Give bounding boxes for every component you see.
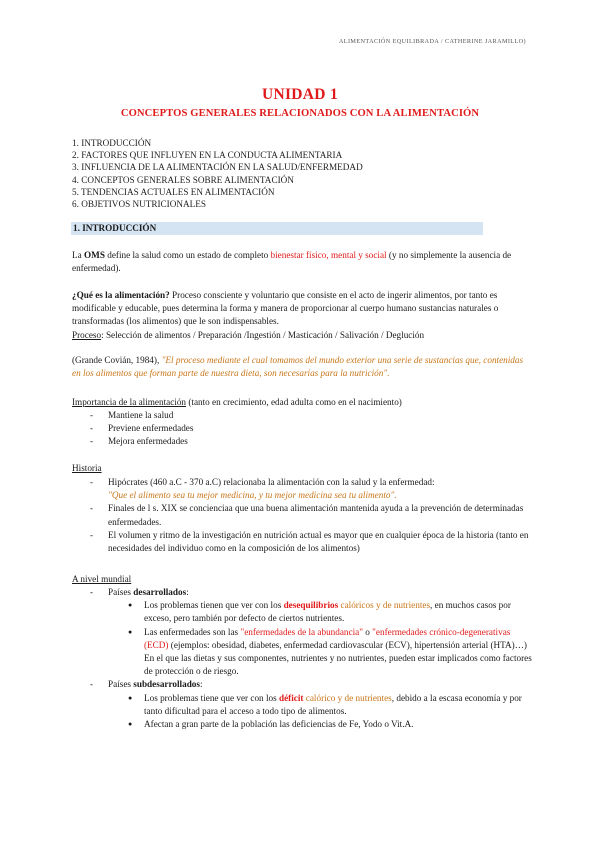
oms-pre: La bbox=[72, 250, 84, 260]
alimentacion-text: Proceso consciente y voluntario que consiste en el acto de ingerir alimentos, por tanto es modificable y educable, pues determina la forma y manera de proporcionar al cuerpo humano sustancias naturales o transformadas (los alimentos) que le son indispensables. bbox=[72, 290, 499, 327]
oms-paragraph bbox=[72, 249, 530, 275]
sub-list-item: ● Afectan a gran parte de la población las deficiencias de Fe, Yodo o Vit.A. bbox=[128, 719, 414, 730]
paises-subdesarrollados: subdesarrollados bbox=[133, 679, 200, 690]
sub-list-item: ● Los problemas tienen que ver con los desequilibrios calóricos y de nutrientes, en muchos casos por exceso, pero también por defecto de ciertos nutrientes. bbox=[128, 600, 511, 624]
proceso-label: Proceso bbox=[72, 330, 102, 340]
historia-label: Historia bbox=[72, 463, 102, 473]
mundial-heading bbox=[72, 573, 530, 586]
list-item: - Hipócrates (460 a.C - 370 a.C) relacionaba la alimentación con la salud y la enfermedad: "Que el alimento sea tu mejor medicina, y tu mejor medicina sea tu alimento". bbox=[90, 477, 435, 501]
mundial-label: A nivel mundial bbox=[72, 574, 132, 584]
list-item: - Mantiene la salud bbox=[90, 410, 174, 420]
historia-heading bbox=[72, 462, 530, 475]
importancia-heading bbox=[72, 396, 530, 409]
toc-item: 5. TENDENCIAS ACTUALES EN ALIMENTACIÓN bbox=[72, 186, 275, 197]
toc-item: 1. INTRODUCCIÓN bbox=[72, 138, 152, 148]
list-item: - Países subdesarrollados: bbox=[90, 679, 203, 690]
mundial-list bbox=[72, 586, 532, 731]
list-item-text: Mantiene la salud bbox=[108, 410, 174, 420]
list-item-text: El volumen y ritmo de la investigación en nutrición actual es mayor que en cualquier época de la historia (tanto en necesidades del individuo como en la composición de los alimentos) bbox=[108, 529, 529, 554]
paises-desarrollados: desarrollados bbox=[133, 587, 187, 597]
unit-subtitle: CONCEPTOS GENERALES RELACIONADOS CON LA ALIMENTACIÓN bbox=[120, 108, 480, 119]
s1-red: déficit bbox=[278, 692, 304, 703]
d1-red: desequilibrios bbox=[283, 600, 339, 611]
proceso-paragraph bbox=[72, 329, 530, 342]
d2-red: "enfermedades de la abundancia" bbox=[240, 626, 363, 637]
sub-list-item: ● Las enfermedades son las "enfermedades de la abundancia" o "enfermedades crónico-degenerativas (ECD) (ejemplos: obesidad, diabetes, enfermedad cardiovascular (ECV), hipertensión arterial (HTA)…) En el que las dietas y sus componentes, nutrientes y no nutrientes, pueden estar implicados como factores de protección o de riesgo. bbox=[128, 626, 532, 677]
oms-bold: OMS bbox=[84, 250, 105, 260]
toc-item: 4. CONCEPTOS GENERALES SOBRE ALIMENTACIÓN bbox=[72, 174, 294, 185]
list-item-text: Finales de l s. XIX se concienciaa que una buena alimentación mantenida ayuda a la prevención de determinadas enfermedades. bbox=[108, 503, 524, 527]
table-of-contents bbox=[72, 137, 363, 210]
d2-pre: Las enfermedades son las bbox=[144, 626, 241, 637]
d2-mid: o bbox=[362, 626, 373, 637]
paises-post: : bbox=[186, 587, 189, 597]
alimentacion-question: ¿Qué es la alimentación? bbox=[72, 290, 170, 300]
s2-text: Afectan a gran parte de la población las deficiencias de Fe, Yodo o Vit.A. bbox=[144, 719, 414, 730]
importancia-label: Importancia de la alimentación bbox=[72, 397, 187, 407]
section-heading: 1. INTRODUCCIÓN bbox=[73, 223, 157, 233]
importancia-list bbox=[72, 409, 532, 449]
paises-sub-pre: Países bbox=[108, 679, 134, 690]
list-item-text: Previene enfermedades bbox=[108, 423, 194, 434]
s1-orange: calórico y de nutrientes bbox=[303, 692, 392, 703]
toc-item: 2. FACTORES QUE INFLUYEN EN LA CONDUCTA ALIMENTARIA bbox=[72, 150, 343, 161]
list-item: - Países desarrollados: bbox=[90, 587, 189, 597]
unit-title: UNIDAD 1 bbox=[261, 86, 339, 103]
d2-post: (ejemplos: obesidad, diabetes, enfermedad cardiovascular (ECV), hipertensión arterial (HTA)…) En el que las dietas y sus componentes, nutrientes y no nutrientes, pueden estar implicados como factores de protección o de riesgo. bbox=[144, 639, 532, 677]
list-item: - El volumen y ritmo de la investigación en nutrición actual es mayor que en cualquier época de la historia (tanto en necesidades del individuo como en la composición de los alimentos) bbox=[90, 529, 529, 554]
section-heading-bar bbox=[71, 222, 483, 235]
historia-list bbox=[72, 476, 532, 555]
quote-author: (Grande Covián, 1984), bbox=[72, 355, 162, 365]
running-header: ALIMENTACIÓN EQUILIBRADA / CATHERINE JARAMILLO) bbox=[338, 38, 526, 45]
quote-text: "El proceso mediante el cual tomamos del mundo exterior una serie de sustancias que, contenidas en los alimentos que forman parte de nuestra dieta, son necesarias para la nutrición". bbox=[72, 355, 524, 379]
d1-pre: Los problemas tienen que ver con los bbox=[144, 600, 284, 611]
sub-list-item: ● Los problemas tiene que ver con los déficit calórico y de nutrientes, debido a la escasa economía y por tanto dificultad para el acceso a todo tipo de alimentos. bbox=[128, 692, 522, 716]
toc-item: 3. INFLUENCIA DE LA ALIMENTACIÓN EN LA SALUD/ENFERMEDAD bbox=[72, 162, 363, 173]
list-item-text: Mejora enfermedades bbox=[108, 436, 188, 447]
d1-post: , en muchos casos por exceso, pero también por defecto de ciertos nutrientes. bbox=[144, 600, 511, 624]
paises-sub-post: : bbox=[199, 679, 203, 690]
alimentacion-paragraph bbox=[72, 289, 530, 329]
importancia-text: (tanto en crecimiento, edad adulta como en el nacimiento) bbox=[186, 397, 402, 407]
list-item: - Previene enfermedades bbox=[90, 423, 194, 434]
d2-red2: "enfermedades crónico-degenerativas (ECD) bbox=[144, 626, 511, 650]
oms-mid: define la salud como un estado de completo bbox=[104, 250, 271, 260]
list-item: - Finales de l s. XIX se concienciaa que una buena alimentación mantenida ayuda a la prevención de determinadas enfermedades. bbox=[90, 503, 524, 527]
s1-pre: Los problemas tiene que ver con los bbox=[144, 692, 279, 703]
list-item: - Mejora enfermedades bbox=[90, 436, 188, 447]
oms-post: (y no simplemente la ausencia de enfermedad). bbox=[72, 250, 512, 274]
quote-paragraph bbox=[72, 354, 530, 380]
list-item-text: Hipócrates (460 a.C - 370 a.C) relacionaba la alimentación con la salud y la enfermedad: bbox=[108, 477, 435, 487]
s1-post: , debido a la escasa economía y por tanto dificultad para el acceso a todo tipo de alimentos. bbox=[144, 692, 522, 716]
hipocrates-quote: "Que el alimento sea tu mejor medicina, y tu mejor medicina sea tu alimento". bbox=[108, 490, 397, 501]
toc-item: 6. OBJETIVOS NUTRICIONALES bbox=[72, 199, 206, 210]
proceso-text: : Selección de alimentos / Preparación /Ingestión / Masticación / Salivación / Deglución bbox=[101, 330, 425, 340]
d1-orange: calóricos y de nutrientes bbox=[338, 600, 431, 611]
paises-pre: Países bbox=[108, 587, 134, 597]
oms-highlight: bienestar físico, mental y social bbox=[270, 250, 387, 260]
